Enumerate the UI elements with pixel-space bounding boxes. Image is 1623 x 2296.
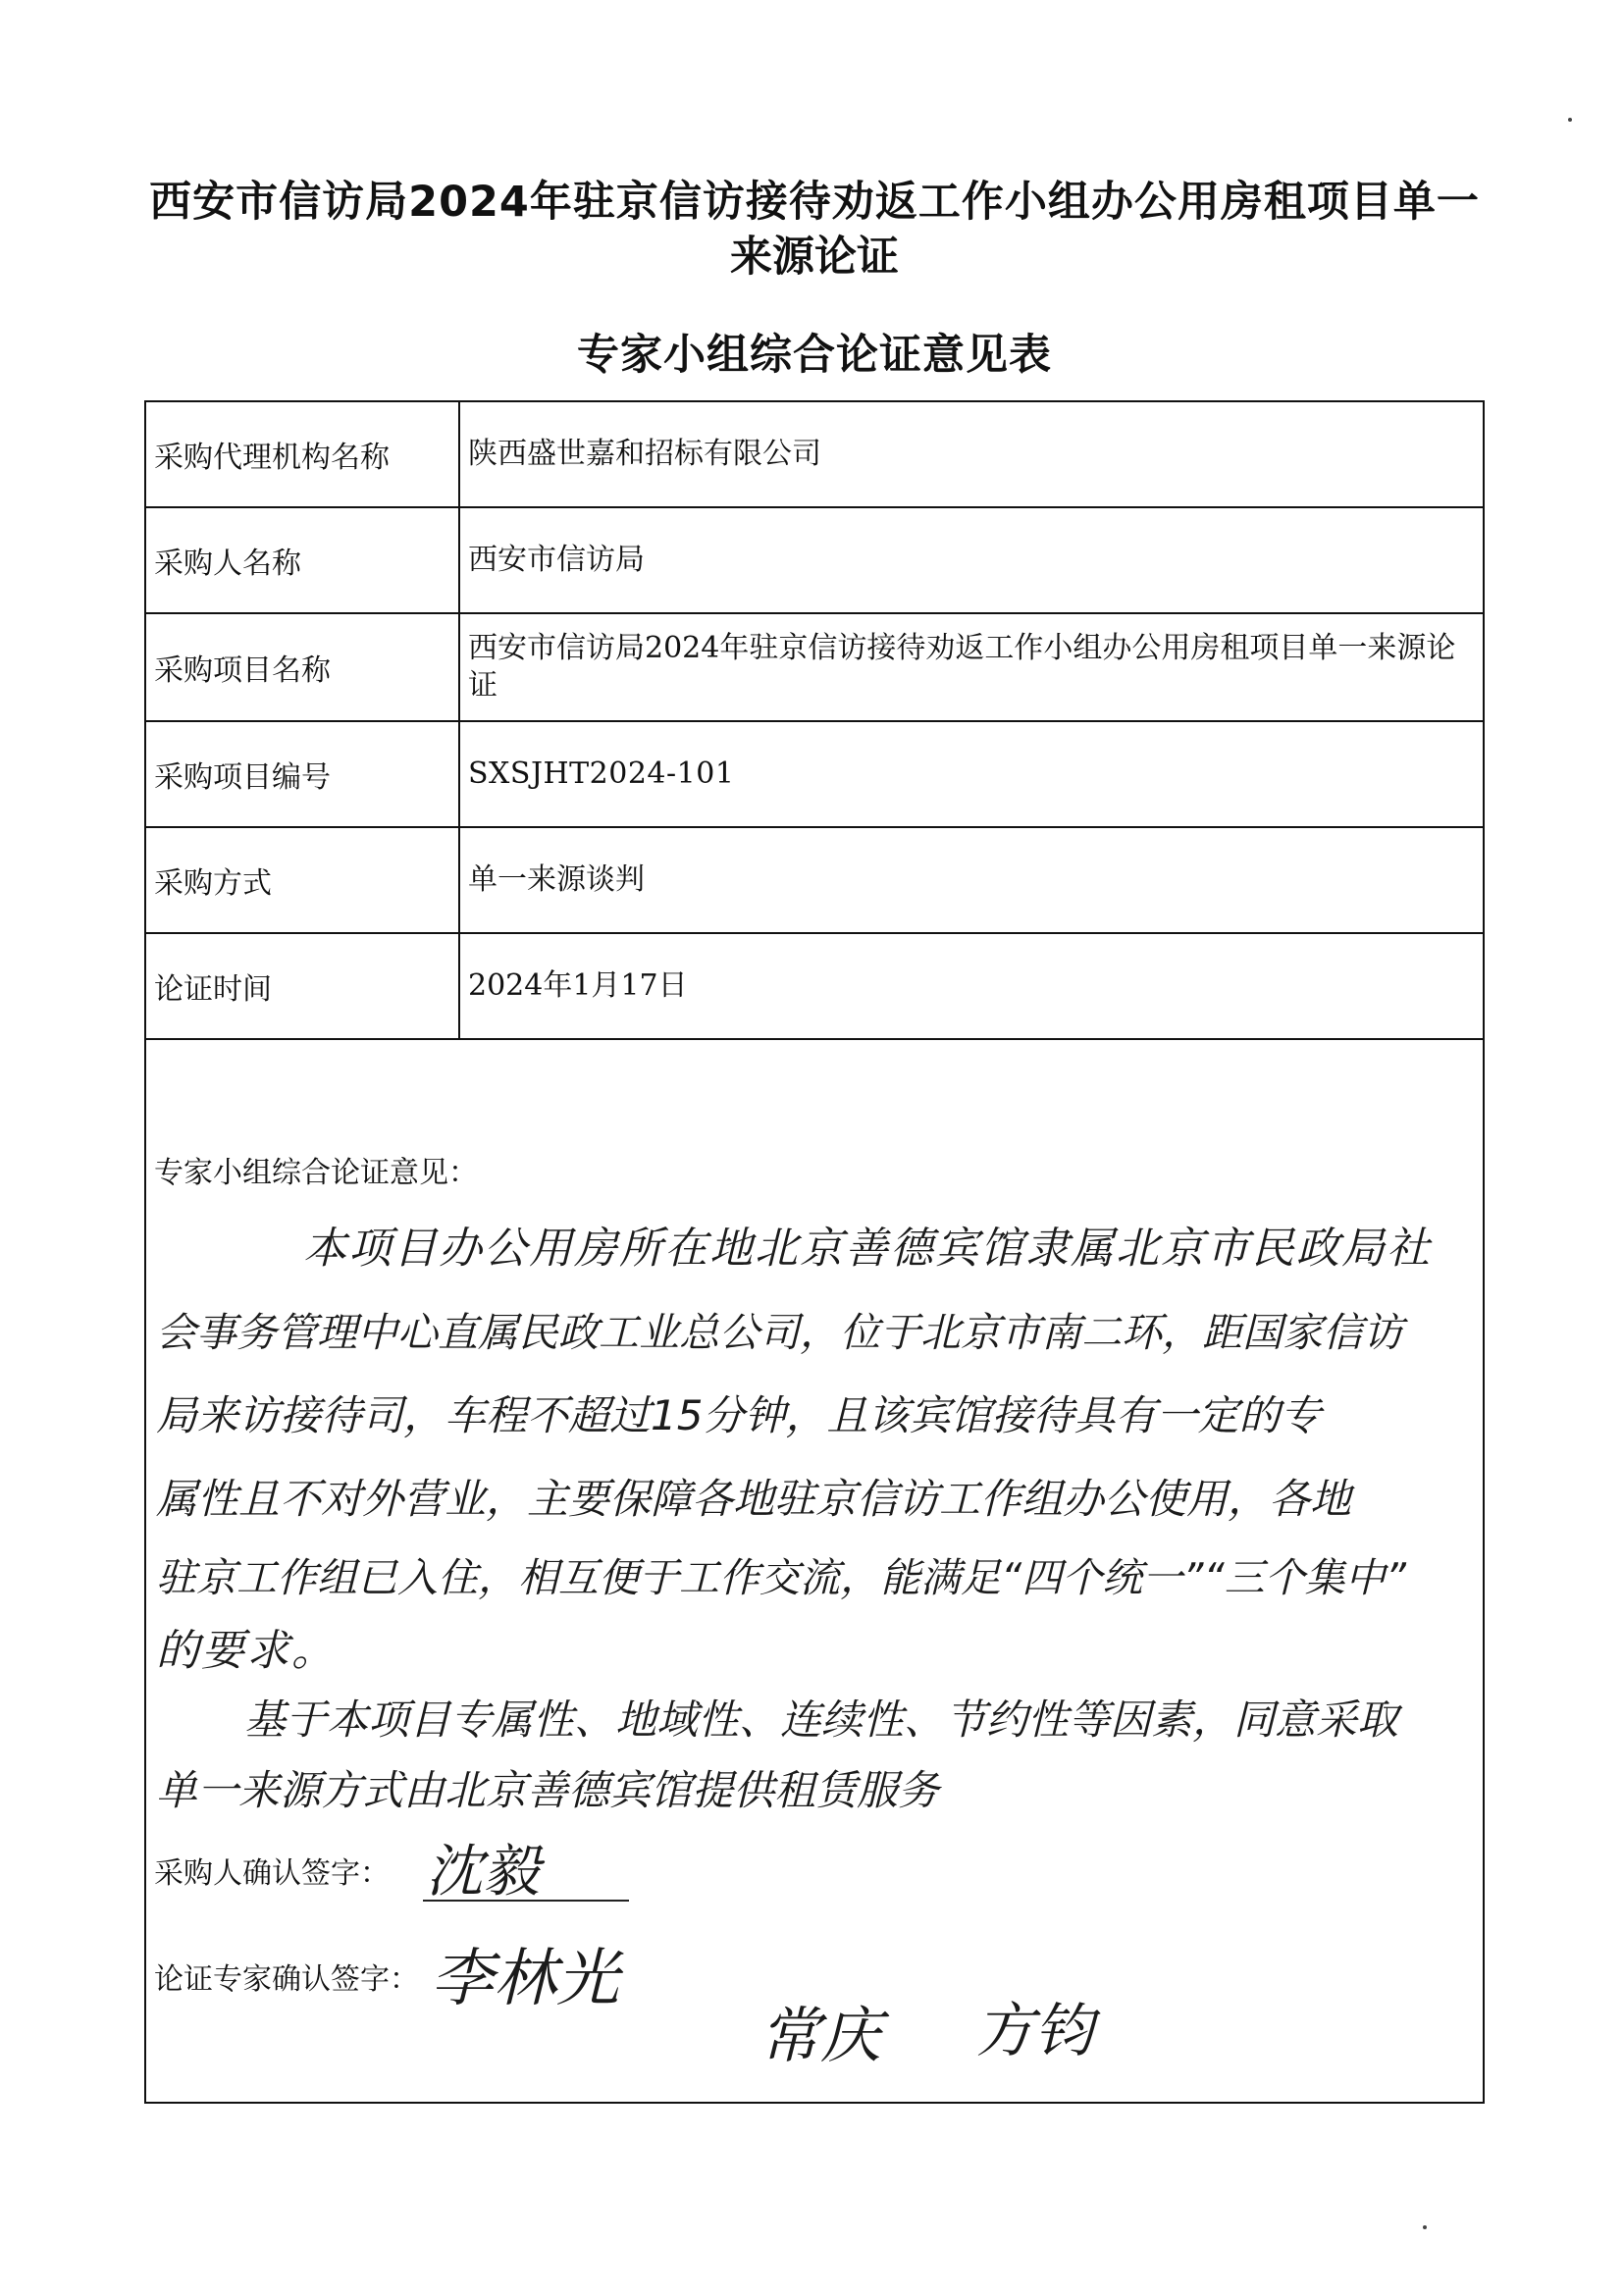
handwritten-line: 本项目办公用房所在地北京善德宾馆隶属北京市民政局社 <box>303 1224 1432 1274</box>
table-row <box>146 508 1483 614</box>
row-value: 单一来源谈判 <box>468 862 645 897</box>
table-row <box>146 934 1483 1040</box>
row-label: 论证时间 <box>146 934 460 1038</box>
opinion-label: 专家小组综合论证意见： <box>154 1156 478 1190</box>
form-title: 专家小组综合论证意见表 <box>577 331 1052 380</box>
document-title-line1: 西安市信访局2024年驻京信访接待劝返工作小组办公用房租项目单一 <box>149 178 1480 227</box>
row-value: 陕西盛世嘉和招标有限公司 <box>468 437 821 471</box>
handwritten-line: 属性且不对外营业，主要保障各地驻京信访工作组办公使用，各地 <box>156 1475 1352 1523</box>
table-row <box>146 828 1483 934</box>
table-row <box>146 722 1483 828</box>
row-value: 西安市信访局2024年驻京信访接待劝返工作小组办公用房租项目单一来源论证 <box>468 631 1456 703</box>
handwritten-line: 基于本项目专属性、地域性、连续性、节约性等因素，同意采取 <box>244 1696 1399 1744</box>
signature-underline <box>423 1900 629 1902</box>
handwritten-line: 驻京工作组已入住，相互便于工作交流，能满足“四个统一”“三个集中” <box>156 1554 1406 1601</box>
opinion-form-table <box>144 400 1485 2104</box>
row-value: 2024年1月17日 <box>468 968 688 1003</box>
expert-signature: 方钧 <box>975 1997 1093 2065</box>
row-label: 采购方式 <box>146 828 460 932</box>
expert-signature: 常庆 <box>759 2000 882 2071</box>
handwritten-line: 会事务管理中心直属民政工业总公司，位于北京市南二环，距国家信访 <box>156 1309 1403 1356</box>
row-label: 采购人名称 <box>146 508 460 612</box>
scan-speck <box>1568 118 1572 122</box>
row-value: SXSJHT2024-101 <box>468 757 735 791</box>
row-label: 采购项目编号 <box>146 722 460 826</box>
table-row <box>146 614 1483 722</box>
table-row <box>146 402 1483 508</box>
opinion-section <box>146 1040 1483 2102</box>
row-value: 西安市信访局 <box>468 543 645 577</box>
scan-speck <box>1423 2225 1427 2229</box>
row-label: 采购代理机构名称 <box>146 402 460 506</box>
expert-signature: 李林光 <box>431 1943 619 2015</box>
handwritten-line: 的要求。 <box>156 1626 337 1676</box>
row-label: 采购项目名称 <box>146 614 460 720</box>
purchaser-sign-label: 采购人确认签字： <box>154 1856 390 1891</box>
handwritten-line: 单一来源方式由北京善德宾馆提供租赁服务 <box>156 1766 940 1814</box>
handwritten-line: 局来访接待司，车程不超过15分钟，且该宾馆接待具有一定的专 <box>156 1391 1322 1439</box>
expert-sign-label: 论证专家确认签字： <box>154 1962 419 1997</box>
purchaser-signature: 沈毅 <box>426 1838 541 1905</box>
document-title-line2: 来源论证 <box>730 233 899 282</box>
